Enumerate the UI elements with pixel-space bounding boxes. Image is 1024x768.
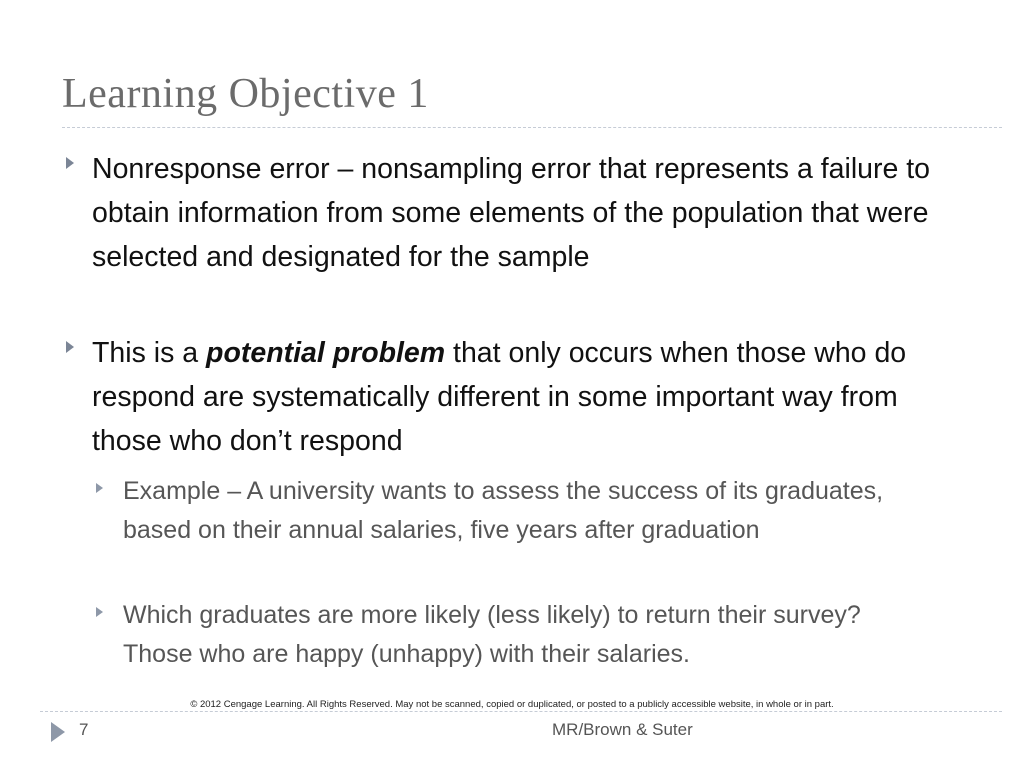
bullet-arrow-icon: [66, 341, 74, 353]
bullet-emphasis: potential problem: [206, 337, 446, 369]
sub-bullet-text: Example – A university wants to assess the success of its graduates, based on their annual salaries, five years after graduation: [123, 477, 884, 544]
slide-title: Learning Objective 1: [62, 71, 429, 117]
bullet-arrow-icon: [66, 157, 74, 169]
copyright-notice: © 2012 Cengage Learning. All Rights Reserved. May not be scanned, copied or duplicated, or posted to a publicly accessible website, in whole or in part.: [190, 699, 834, 710]
bullet-potential-problem: [66, 331, 966, 463]
sub-bullet-text: Which graduates are more likely (less likely) to return their survey? Those who are happy (unhappy) with their salaries.: [123, 601, 861, 668]
bullet-text-before: This is a: [92, 337, 207, 369]
footer-arrow-icon: [51, 722, 65, 742]
bullet-nonresponse-error: [66, 147, 966, 279]
footer-credit: MR/Brown & Suter: [552, 720, 693, 739]
sub-bullet-question: [96, 596, 916, 673]
footer-divider: [40, 711, 1002, 712]
sub-bullet-arrow-icon: [96, 607, 103, 617]
bullet-text-after: that only occurs when those who do respond are systematically different in some important way from those who don’t respond: [92, 337, 907, 457]
title-divider: [62, 127, 1002, 128]
bullet-text: Nonresponse error – nonsampling error that represents a failure to obtain information from some elements of the population that were selected and designated for the sample: [92, 153, 931, 273]
bullet-text: [92, 331, 966, 463]
sub-bullet-arrow-icon: [96, 483, 103, 493]
sub-bullet-example: [96, 472, 916, 549]
page-number: 7: [79, 720, 89, 739]
